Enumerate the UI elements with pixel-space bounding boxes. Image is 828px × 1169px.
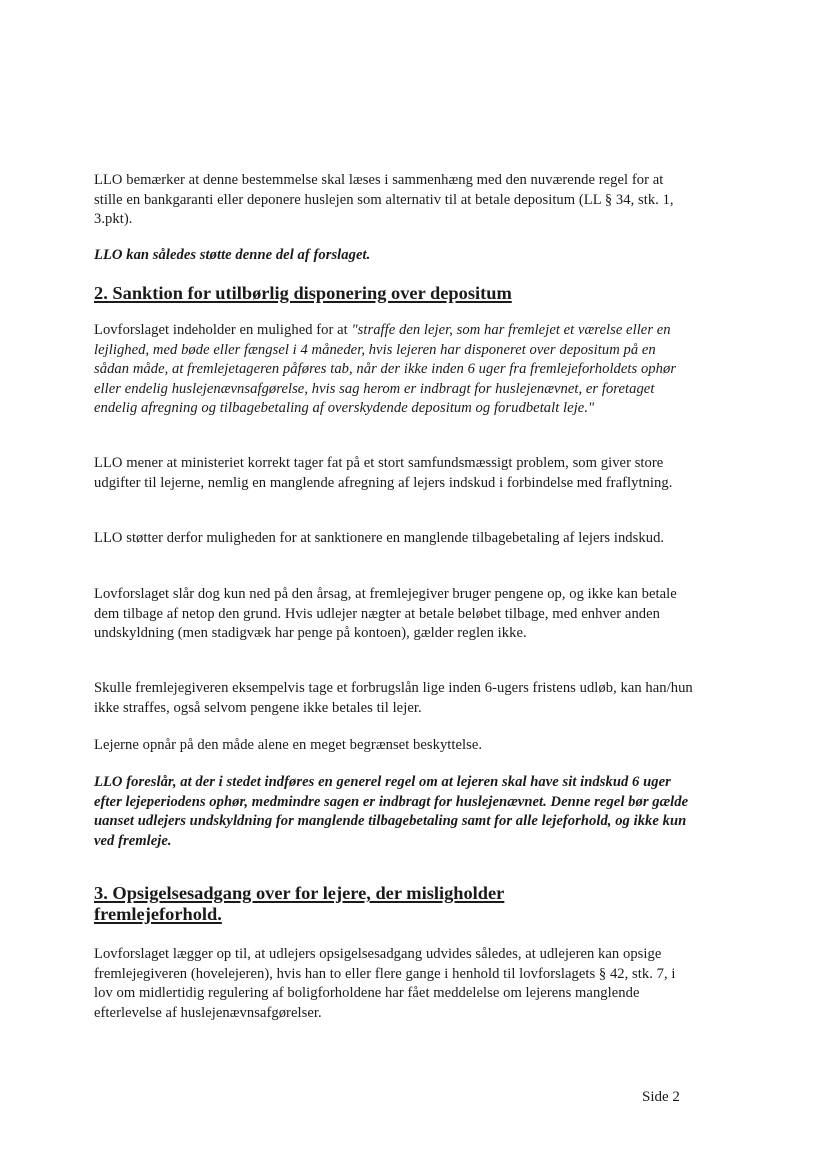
paragraph-support-statement: LLO kan således støtte denne del af forslaget. [94, 247, 371, 263]
paragraph-lovforslag-quote [94, 321, 694, 419]
paragraph-bankgaranti: LLO bemærker at denne bestemmelse skal læses i sammenhæng med den nuværende regel for at stille en bankgaranti eller deponere huslejen som alternativ til at betale depositum (LL § 34, stk. 1, 3.pkt). [94, 172, 674, 228]
section-heading-2: 2. Sanktion for utilbørlig disponering over depositum [94, 283, 512, 303]
paragraph-beskyttelse: Lejerne opnår på den måde alene en meget begrænset beskyttelse. [94, 737, 483, 753]
paragraph-llo-proposal: LLO foreslår, at der i stedet indføres en generel regel om at lejeren skal have sit indskud 6 uger efter lejeperiodens ophør, medmindre sagen er indbragt for huslejenævnet. Denne regel bør gælde uanset udlejers undskyldning for manglende tilbagebetaling samt for alle lejeforhold, og ikke kun ved fremleje. [94, 774, 689, 849]
paragraph-sanktion-support: LLO støtter derfor muligheden for at sanktionere en manglende tilbagebetaling af lejers indskud. [94, 530, 665, 546]
page-number: Side 2 [642, 1089, 680, 1105]
quote-intro-text: Lovforslaget indeholder en mulighed for at [94, 322, 352, 338]
paragraph-forbrugslaan: Skulle fremlejegiveren eksempelvis tage et forbrugslån lige inden 6-ugers fristens udløb, kan han/hun ikke straffes, også selvom pengene ikke betales til lejer. [94, 680, 693, 716]
paragraph-ministeriet: LLO mener at ministeriet korrekt tager fat på et stort samfundsmæssigt problem, som giver store udgifter til lejerne, nemlig en manglende afregning af lejers indskud i forbindelse med fraflytning. [94, 455, 673, 491]
quote-text: "straffe den lejer, som har fremlejet et værelse eller en lejlighed, med bøde eller fængsel i 4 måneder, hvis lejeren har disponeret over depositum på en sådan måde, at fremlejetageren påføres tab, når der ikke inden 6 uger fra fremlejeforholdets ophør eller endelig huslejenævnsafgørelse, hvis sag herom er indbragt for huslejenævnet, er foretaget endelig afregning og tilbagebetaling af overskydende depositum og forudbetalt leje." [94, 322, 677, 417]
paragraph-fremlejegiver: Lovforslaget slår dog kun ned på den årsag, at fremlejegiver bruger pengene op, og ikke kan betale dem tilbage af netop den grund. Hvis udlejer nægter at betale beløbet tilbage, med enhver anden undskyldning (men stadigvæk har penge på kontoen), gælder reglen ikke. [94, 586, 677, 642]
section-heading-3: 3. Opsigelsesadgang over for lejere, der misligholder fremlejeforhold. [94, 883, 505, 924]
paragraph-opsigelsesadgang: Lovforslaget lægger op til, at udlejers opsigelsesadgang udvides således, at udlejeren kan opsige fremlejegiveren (hovelejeren), hvis han to eller flere gange i henhold til lovforslagets § 42, stk. 7, i lov om midlertidig regulering af boligforholdene har fået meddelelse om lejerens manglende efterlevelse af huslejenævnsafgørelser. [94, 946, 676, 1021]
